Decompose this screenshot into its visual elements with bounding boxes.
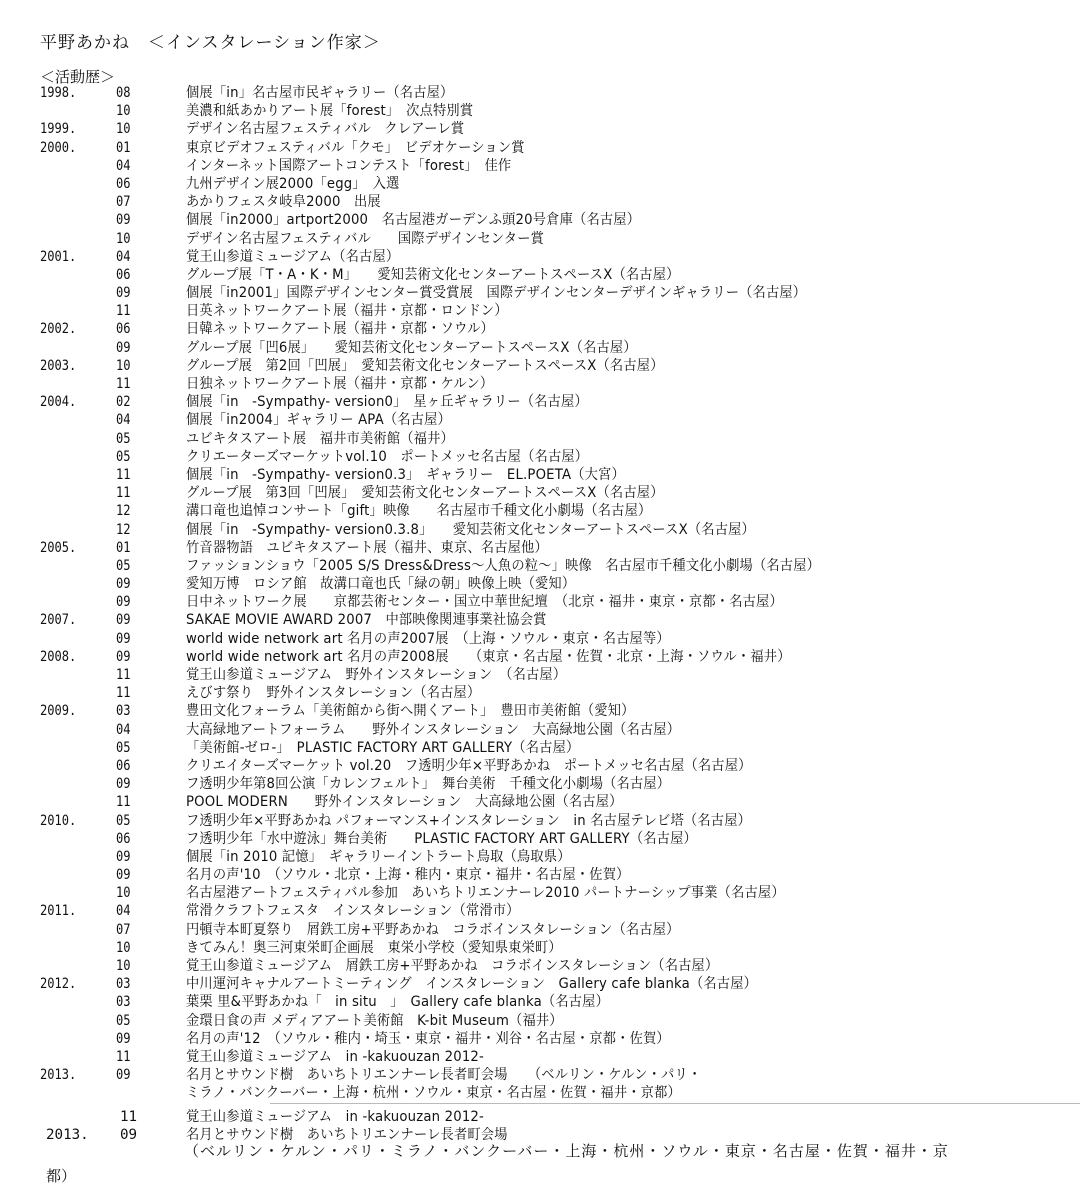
entry-month: 11 <box>116 667 131 683</box>
activity-entry <box>40 957 1070 975</box>
activity-entry <box>40 157 1070 175</box>
entry-year <box>40 848 105 866</box>
entry-year <box>40 1030 105 1048</box>
entry-month: 06 <box>116 830 131 847</box>
entry-text: 個展「in2000」artport2000 名古屋港ガーデンふ頭20号倉庫（名古屋） <box>186 212 641 229</box>
entry-text: グループ展 第2回「凹展」 愛知芸術文化センターアートスペースX（名古屋） <box>186 357 664 374</box>
entry-month: 09 <box>116 648 131 665</box>
activity-entry <box>40 666 1070 684</box>
entry-text: 個展「in -Sympathy- version0.3」 ギャラリー EL.POETA（大宮） <box>186 466 625 483</box>
activity-entry <box>40 120 1070 138</box>
entry-text: 金環日食の声 メディアアート美術館 K-bit Museum（福井） <box>186 1012 563 1029</box>
entry-year <box>40 175 105 193</box>
activity-entry <box>40 430 1070 448</box>
entry-text: POOL MODERN 野外インスタレーション 大高緑地公園（名古屋） <box>186 794 623 811</box>
entry-text: ミラノ・バンクーバー・上海・杭州・ソウル・東京・名古屋・佐賀・福井・京都） <box>186 1085 681 1102</box>
entry-month: 09 <box>116 339 131 356</box>
entry-year <box>40 757 105 775</box>
entry-month: 05 <box>116 739 131 756</box>
entry-year <box>40 739 105 757</box>
entry-month: 04 <box>116 157 131 174</box>
activity-entry <box>40 830 1070 848</box>
entry-month: 05 <box>116 1012 131 1029</box>
activity-entry <box>40 648 1070 666</box>
entry-year <box>40 339 105 357</box>
activity-entry <box>40 884 1070 902</box>
entry-month: 03 <box>116 703 131 720</box>
entry-text: 覚王山参道ミュージアム in -kakuouzan 2012- <box>186 1048 485 1065</box>
entry-text: えびす祭り 野外インスタレーション（名古屋） <box>186 685 481 702</box>
entry-year <box>40 448 105 466</box>
activity-entry <box>40 848 1070 866</box>
appended-activity-list <box>40 1108 1070 1144</box>
activity-entry <box>40 1048 1070 1066</box>
entry-month: 03 <box>116 994 131 1011</box>
activity-entry <box>40 357 1070 375</box>
entry-text: 名月とサウンド樹 あいちトリエンナーレ長者町会場 （ベルリン・ケルン・パリ・ <box>186 1067 702 1084</box>
activity-entry <box>40 993 1070 1011</box>
entry-month: 09 <box>116 1067 131 1084</box>
entry-year <box>40 1048 105 1066</box>
entry-text: 豊田文化フォーラム「美術館から街へ開くアート」 豊田市美術館（愛知） <box>186 703 635 720</box>
entry-month: 10 <box>116 885 131 902</box>
entry-month: 02 <box>116 394 131 411</box>
entry-month: 11 <box>120 1109 138 1125</box>
page-title: 平野あかね ＜インスタレーション作家＞ <box>40 33 381 53</box>
activity-entry <box>40 702 1070 720</box>
entry-year: 2001. <box>40 248 77 265</box>
entry-month <box>116 1084 176 1102</box>
entry-month: 04 <box>116 721 131 738</box>
entry-year <box>40 484 105 502</box>
wrapped-line-end: 都） <box>46 1167 77 1185</box>
entry-month: 10 <box>116 958 131 974</box>
activity-entry <box>40 1084 1070 1102</box>
entry-year <box>40 211 105 229</box>
entry-month: 11 <box>116 685 131 702</box>
activity-entry <box>40 211 1070 229</box>
entry-text: 葉栗 里&平野あかね「 in situ 」 Gallery cafe blanka（名古屋） <box>186 994 610 1011</box>
entry-text: デザイン名古屋フェスティバル 国際デザインセンター賞 <box>186 230 545 247</box>
section-heading: ＜活動歴＞ <box>40 68 116 86</box>
entry-year <box>40 1084 105 1102</box>
entry-year <box>40 575 105 593</box>
entry-text: 日中ネットワーク展 京都芸術センター・国立中華世紀壇 （北京・福井・東京・京都・名古屋） <box>186 594 783 611</box>
activity-entry <box>40 266 1070 284</box>
divider <box>270 1103 1080 1104</box>
activity-entry <box>40 921 1070 939</box>
activity-entry <box>40 484 1070 502</box>
entry-text: きてみん！奥三河東栄町企画展 東栄小学校（愛知県東栄町） <box>186 939 562 956</box>
entry-text: world wide network art 名月の声2008展 （東京・名古屋・佐賀・北京・上海・ソウル・福井） <box>186 648 791 665</box>
entry-text: グループ展「凹6展」 愛知芸術文化センターアートスペースX（名古屋） <box>186 339 637 356</box>
entry-month: 11 <box>116 794 131 811</box>
entry-year <box>40 666 105 684</box>
entry-text: 大高緑地アートフォーラム 野外インスタレーション 大高緑地公園（名古屋） <box>186 721 681 738</box>
entry-month: 10 <box>116 103 131 120</box>
entry-year <box>40 557 105 575</box>
entry-year <box>40 411 105 429</box>
entry-year: 1999. <box>40 121 77 138</box>
entry-month: 10 <box>116 939 131 956</box>
activity-entry <box>40 248 1070 266</box>
activity-entry <box>40 902 1070 920</box>
entry-year: 2011. <box>40 903 77 920</box>
entry-month: 01 <box>116 139 131 156</box>
entry-month: 09 <box>116 285 131 302</box>
entry-text: 覚王山参道ミュージアム（名古屋） <box>186 248 400 265</box>
entry-month: 07 <box>116 194 131 211</box>
activity-entry <box>40 320 1070 338</box>
entry-year: 2009. <box>40 703 77 720</box>
entry-month: 10 <box>116 357 131 374</box>
entry-month: 05 <box>116 557 131 574</box>
entry-text: 覚王山参道ミュージアム 屑鉄工房+平野あかね コラボインスタレーション（名古屋） <box>186 958 719 974</box>
activity-entry <box>40 684 1070 702</box>
entry-month: 09 <box>116 576 131 593</box>
entry-year <box>40 266 105 284</box>
entry-text: 竹音器物語 ユビキタスアート展（福井、東京、名古屋他） <box>186 539 548 556</box>
entry-month: 09 <box>116 848 131 865</box>
entry-month: 05 <box>116 430 131 447</box>
activity-entry <box>40 339 1070 357</box>
entry-month: 03 <box>116 976 131 993</box>
entry-month: 05 <box>116 812 131 829</box>
entry-year: 1998. <box>40 85 77 101</box>
entry-month: 07 <box>116 921 131 938</box>
entry-text: 覚王山参道ミュージアム 野外インスタレーション （名古屋） <box>186 667 567 683</box>
entry-year: 2004. <box>40 394 77 411</box>
wrapped-line: （ベルリン・ケルン・パリ・ミラノ・バンクーバー・上海・杭州・ソウル・東京・名古屋・佐賀・福井・京 <box>184 1142 949 1160</box>
entry-year <box>40 284 105 302</box>
entry-text: 個展「in -Sympathy- version0」 星ヶ丘ギャラリー（名古屋） <box>186 394 588 411</box>
entry-text: フ透明少年第8回公演「カレンフェルト」 舞台美術 千種文化小劇場（名古屋） <box>186 776 671 793</box>
entry-month: 12 <box>116 503 131 520</box>
activity-entry <box>40 102 1070 120</box>
activity-entry <box>40 630 1070 648</box>
entry-text: SAKAE MOVIE AWARD 2007 中部映像関連事業社協会賞 <box>186 612 547 629</box>
entry-year <box>40 1012 105 1030</box>
entry-text: あかりフェスタ岐阜2000 出展 <box>186 194 381 211</box>
entry-text: 個展「in」名古屋市民ギャラリー（名古屋） <box>186 85 454 101</box>
entry-month: 11 <box>116 485 131 502</box>
entry-text: フ透明少年「水中遊泳」舞台美術 PLASTIC FACTORY ART GALLERY（名古屋） <box>186 830 697 847</box>
activity-entry <box>40 557 1070 575</box>
entry-text: ファッションショウ「2005 S/S Dress&Dress～人魚の粒～」映像 名古屋市千種文化小劇場（名古屋） <box>186 557 821 574</box>
activity-entry <box>40 1066 1070 1084</box>
entry-month: 09 <box>116 776 131 793</box>
entry-year <box>40 593 105 611</box>
activity-list <box>40 84 1070 1103</box>
entry-text: クリエーターズマーケットvol.10 ポートメッセ名古屋（名古屋） <box>186 448 589 465</box>
activity-entry <box>40 230 1070 248</box>
entry-text: world wide network art 名月の声2007展 （上海・ソウル・東京・名古屋等） <box>186 630 670 647</box>
entry-year <box>40 684 105 702</box>
entry-text: グループ展「T・A・K・M」 愛知芸術文化センターアートスペースX（名古屋） <box>186 266 680 283</box>
entry-text: 個展「in 2010 記憶」 ギャラリーイントラート鳥取（鳥取県） <box>186 848 571 865</box>
entry-month: 06 <box>116 321 131 338</box>
entry-text: 常滑クラフトフェスタ インスタレーション（常滑市） <box>186 903 520 920</box>
entry-month: 10 <box>116 230 131 247</box>
entry-month: 09 <box>116 867 131 884</box>
activity-entry <box>40 466 1070 484</box>
entry-text: インターネット国際アートコンテスト「forest」 佳作 <box>186 157 512 174</box>
entry-year: 2013. <box>46 1127 89 1143</box>
entry-year <box>40 375 105 393</box>
entry-text: ユビキタスアート展 福井市美術館（福井） <box>186 430 454 447</box>
entry-text: 日英ネットワークアート展（福井・京都・ロンドン） <box>186 303 508 320</box>
entry-year <box>40 775 105 793</box>
entry-year <box>40 157 105 175</box>
entry-text: 名古屋港アートフェスティバル参加 あいちトリエンナーレ2010 パートナーシップ事業（名古屋） <box>186 885 785 902</box>
activity-entry <box>40 448 1070 466</box>
activity-entry <box>40 175 1070 193</box>
entry-month: 06 <box>116 757 131 774</box>
entry-year <box>40 430 105 448</box>
entry-text: 溝口竜也追悼コンサート「gift」映像 名古屋市千種文化小劇場（名古屋） <box>186 503 652 520</box>
entry-text: 名月とサウンド樹 あいちトリエンナーレ長者町会場 <box>186 1127 508 1143</box>
entry-month: 06 <box>116 266 131 283</box>
activity-entry <box>40 1030 1070 1048</box>
entry-month: 09 <box>120 1127 138 1143</box>
entry-year <box>40 1108 120 1126</box>
entry-month: 05 <box>116 448 131 465</box>
entry-text: グループ展 第3回「凹展」 愛知芸術文化センターアートスペースX（名古屋） <box>186 485 664 502</box>
entry-month: 12 <box>116 521 131 538</box>
entry-year: 2000. <box>40 139 77 156</box>
entry-text: 円頓寺本町夏祭り 屑鉄工房+平野あかね コラボインスタレーション（名古屋） <box>186 921 680 938</box>
entry-month: 04 <box>116 412 131 429</box>
entry-month: 04 <box>116 248 131 265</box>
entry-text: 愛知万博 ロシア館 故溝口竜也氏「緑の朝」映像上映（愛知） <box>186 576 576 593</box>
activity-entry <box>40 775 1070 793</box>
entry-year <box>40 230 105 248</box>
activity-entry <box>40 812 1070 830</box>
entry-month: 09 <box>116 212 131 229</box>
entry-month: 10 <box>116 121 131 138</box>
entry-text: クリエイターズマーケット vol.20 フ透明少年×平野あかね ポートメッセ名古屋（名古屋） <box>186 757 752 774</box>
activity-entry <box>40 593 1070 611</box>
entry-year: 2005. <box>40 539 77 556</box>
activity-entry <box>40 502 1070 520</box>
entry-year: 2003. <box>40 357 77 374</box>
activity-entry <box>40 521 1070 539</box>
entry-year <box>40 793 105 811</box>
entry-year <box>40 102 105 120</box>
entry-month: 11 <box>116 376 131 392</box>
entry-text: 個展「in -Sympathy- version0.3.8」 愛知芸術文化センターアートスペースX（名古屋） <box>186 521 755 538</box>
activity-entry <box>40 739 1070 757</box>
entry-month: 11 <box>116 1048 131 1065</box>
entry-year <box>40 630 105 648</box>
activity-entry <box>40 975 1070 993</box>
entry-text: 中川運河キャナルアートミーティング インスタレーション Gallery cafe blanka（名古屋） <box>186 976 758 993</box>
entry-month: 01 <box>116 539 131 556</box>
entry-year <box>40 830 105 848</box>
activity-entry <box>40 575 1070 593</box>
entry-month: 09 <box>116 630 131 647</box>
entry-year <box>40 502 105 520</box>
activity-entry <box>40 757 1070 775</box>
activity-entry <box>40 793 1070 811</box>
entry-year <box>40 993 105 1011</box>
entry-text: 個展「in2001」国際デザインセンター賞受賞展 国際デザインセンターデザインギャラリー（名古屋） <box>186 285 807 302</box>
activity-entry <box>40 284 1070 302</box>
activity-entry <box>40 375 1070 393</box>
activity-entry <box>40 721 1070 739</box>
entry-year <box>40 302 105 320</box>
activity-entry <box>40 411 1070 429</box>
entry-month: 08 <box>116 85 131 101</box>
activity-entry <box>40 939 1070 957</box>
entry-month: 09 <box>116 594 131 611</box>
entry-year <box>40 957 105 975</box>
entry-year <box>40 193 105 211</box>
entry-year: 2002. <box>40 321 77 338</box>
entry-text: 個展「in2004」ギャラリー APA（名古屋） <box>186 412 452 429</box>
entry-text: 名月の声'12 （ソウル・稚内・埼玉・東京・福井・刈谷・名古屋・京都・佐賀） <box>186 1030 670 1047</box>
entry-text: 九州デザイン展2000「egg」 入選 <box>186 175 400 192</box>
entry-month: 06 <box>116 175 131 192</box>
activity-entry <box>40 539 1070 557</box>
entry-year <box>40 866 105 884</box>
entry-month: 11 <box>116 303 131 320</box>
entry-year <box>40 884 105 902</box>
entry-month: 09 <box>116 612 131 629</box>
entry-month: 11 <box>116 466 131 483</box>
entry-text: 日韓ネットワークアート展（福井・京都・ソウル） <box>186 321 494 338</box>
entry-year: 2010. <box>40 812 77 829</box>
entry-text: 日独ネットワークアート展（福井・京都・ケルン） <box>186 376 494 392</box>
activity-entry <box>40 393 1070 411</box>
entry-month: 09 <box>116 1030 131 1047</box>
entry-year: 2012. <box>40 976 77 993</box>
entry-year: 2013. <box>40 1067 77 1084</box>
entry-text: 「美術館-ゼロ-」 PLASTIC FACTORY ART GALLERY（名古屋） <box>186 739 580 756</box>
activity-entry <box>40 193 1070 211</box>
activity-entry <box>40 1108 1070 1126</box>
activity-entry <box>40 302 1070 320</box>
entry-month: 04 <box>116 903 131 920</box>
entry-text: 東京ビデオフェスティバル「クモ」 ビデオケーション賞 <box>186 139 525 156</box>
entry-year <box>40 466 105 484</box>
activity-entry <box>40 139 1070 157</box>
entry-text: 美濃和紙あかりアート展「forest」 次点特別賞 <box>186 103 474 120</box>
entry-year: 2007. <box>40 612 77 629</box>
entry-text: 名月の声'10 （ソウル・北京・上海・稚内・東京・福井・名古屋・佐賀） <box>186 867 630 884</box>
activity-entry <box>40 866 1070 884</box>
entry-text: フ透明少年×平野あかね パフォーマンス+インスタレーション in 名古屋テレビ塔（名古屋） <box>186 812 752 829</box>
entry-text: デザイン名古屋フェスティバル クレアーレ賞 <box>186 121 465 138</box>
entry-year: 2008. <box>40 648 77 665</box>
entry-year <box>40 921 105 939</box>
activity-entry <box>40 611 1070 629</box>
activity-entry <box>40 84 1070 102</box>
entry-year <box>40 939 105 957</box>
entry-year <box>40 521 105 539</box>
entry-year <box>40 721 105 739</box>
entry-text: 覚王山参道ミュージアム in -kakuouzan 2012- <box>186 1109 485 1125</box>
activity-entry <box>40 1012 1070 1030</box>
